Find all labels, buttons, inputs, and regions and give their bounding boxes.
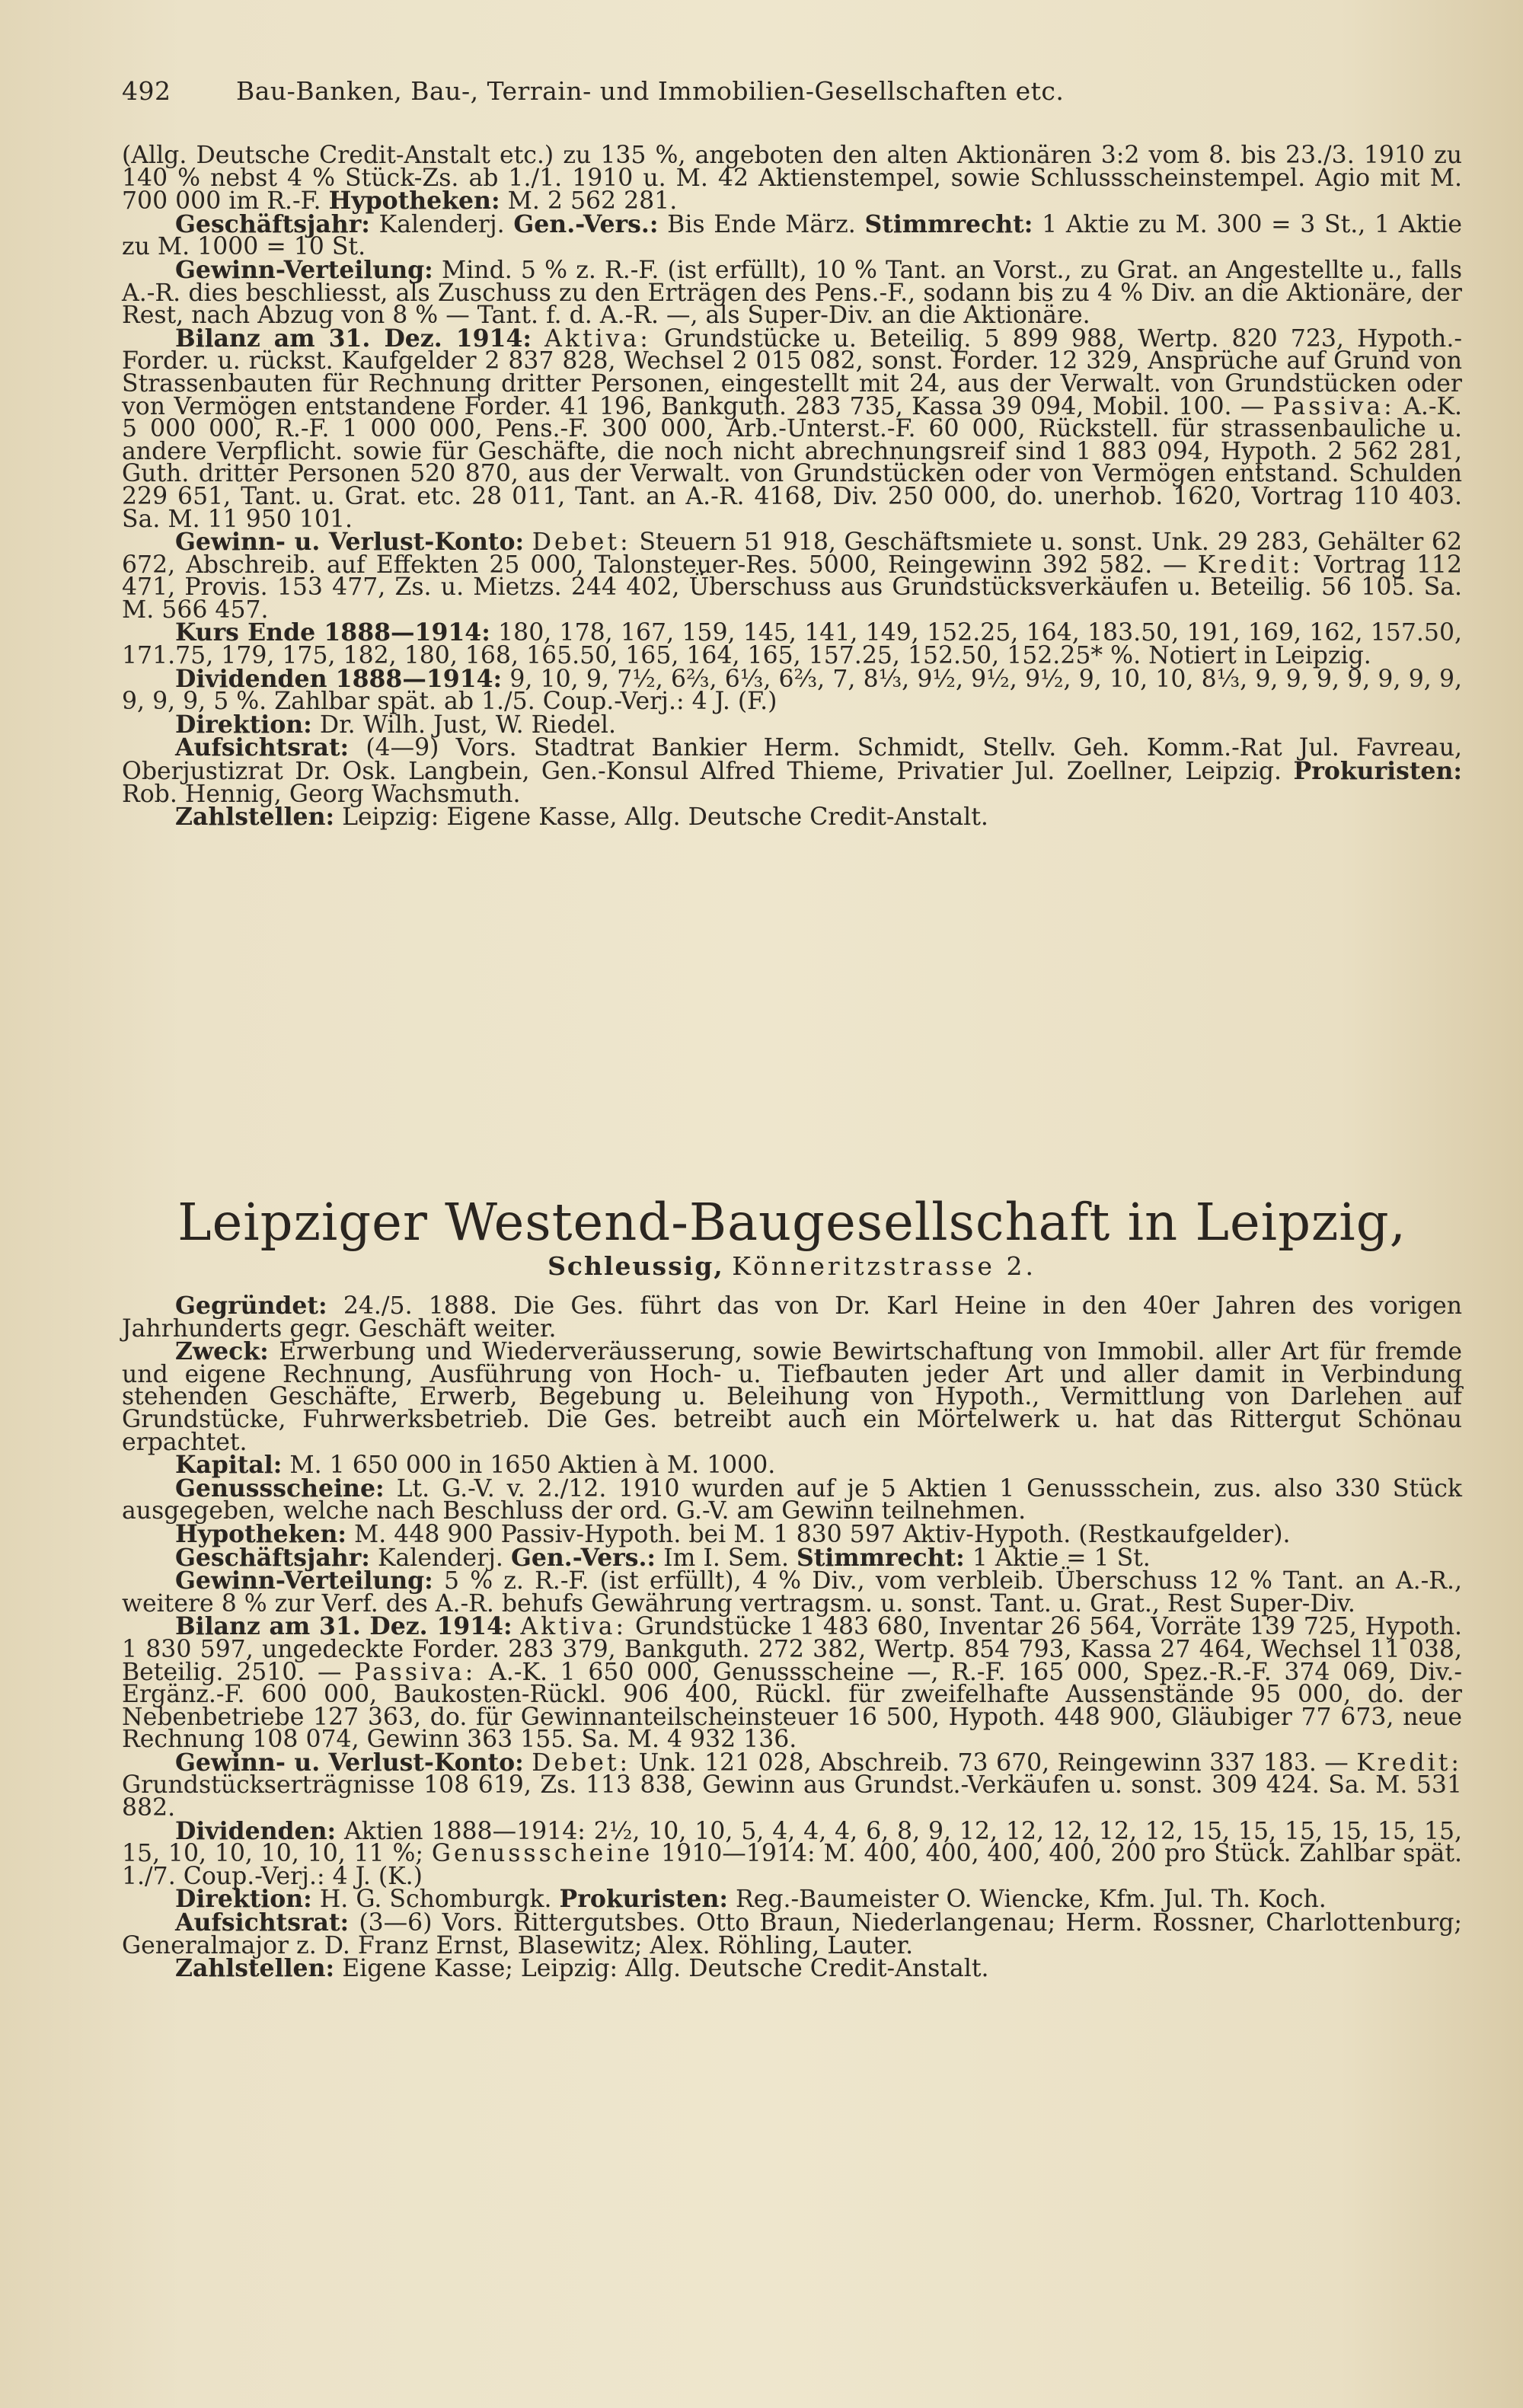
company-city: Schleussig,: [548, 1251, 724, 1281]
geschaeftsjahr-text: Kalenderj.: [377, 1544, 503, 1572]
bilanz-label: Bilanz am 31. Dez. 1914:: [175, 324, 532, 353]
zahlstellen-text: Leipzig: Eigene Kasse, Allg. Deutsche Credit-Anstalt.: [342, 803, 988, 832]
aufsichtsrat-label: Aufsichtsrat:: [175, 733, 350, 762]
prokuristen-text: Rob. Hennig, Georg Wachsmuth.: [122, 780, 521, 808]
aufsichtsrat-label: Aufsichtsrat:: [175, 1908, 350, 1937]
profit-certificates-paragraph: [122, 1474, 1463, 1525]
kurs-label: Kurs Ende 1888—1914:: [175, 618, 490, 647]
bilanz-label: Bilanz am 31. Dez. 1914:: [175, 1612, 512, 1641]
genvers-text: Bis Ende März.: [667, 210, 856, 238]
genvers-label: Gen.-Vers.:: [510, 1543, 656, 1572]
direktion-label: Direktion:: [175, 1885, 312, 1914]
dividenden-label: Dividenden:: [175, 1816, 337, 1845]
page-number: 492: [122, 76, 171, 106]
kapital-label: Kapital:: [175, 1451, 283, 1480]
profit-distribution-paragraph: [122, 1566, 1462, 1618]
previous-company-entry: [122, 142, 1463, 832]
genussscheine-label: Genussscheine:: [175, 1474, 385, 1503]
dividenden-text: Aktien 1888—1914: 2½, 10, 10, 5, 4, 4, 4, 6, 8, 9, 12, 12, 12, 12, 12, 15, 15, 15, 15, 15, 15, 15, 10, 10, 10, 10, 11 %;: [122, 1817, 1462, 1868]
dividenden-text-2: 1910—1914: M. 400, 400, 400, 400, 200 pro Stück. Zahlbar spät. 1./7. Coup.-Verj.: 4 J. (K.): [122, 1840, 1462, 1890]
guv-debet: Steuern 51 918, Geschäftsmiete u. sonst. Unk. 29 283, Gehälter 62 672, Abschreib. auf Effekten 25 000, Talonsteuer-Res. 5000, Reingewinn 392 582. —: [122, 529, 1463, 579]
company-address: [122, 1251, 1462, 1281]
hypotheken-text: M. 448 900 Passiv-Hypoth. bei M. 1 830 597 Aktiv-Hypoth. (Restkaufgelder).: [354, 1520, 1291, 1548]
bilanz-passiva: A.-K. 5 000 000, R.-F. 1 000 000, Pens.-F. 300 000, Arb.-Unterst.-F. 60 000, Rückstell. für strassenbauliche u. andere Verpflicht. sowie für Geschäfte, die noch nicht abrechnungsreif sind 1 883 094, Hypoth. 2 562 281, Guth. dritter Personen 520 870, aus der Verwalt. von Grundstücken oder von Vermögen entstand. Schulden 229 651, Tant. u. Grat. etc. 28 011, Tant. an A.-R. 4168, Div. 250 000, do. unerhob. 1620, Vortrag 110 403. Sa. M. 11 950 101.: [122, 392, 1463, 533]
balance-paragraph: [122, 1612, 1463, 1754]
guv-kredit: Grundstückserträgnisse 108 619, Zs. 113 838, Gewinn aus Grundst.-Verkäufen u. sonst. 309 424. Sa. M. 531 882.: [122, 1771, 1462, 1822]
debet-label: Debet:: [532, 529, 631, 557]
kredit-label: Kredit:: [1356, 1749, 1462, 1777]
aktiva-label: Aktiva:: [520, 1613, 627, 1641]
gegruendet-text: 24./5. 1888. Die Ges. führt das von Dr. Karl Heine in den 40er Jahren des vorigen Jahrhunderts gegr. Geschäft weiter.: [122, 1292, 1463, 1343]
genussscheine-text: Lt. G.-V. v. 2./12. 1910 wurden auf je 5 Aktien 1 Genussschein, zus. also 330 Stück ausgegeben, welche nach Beschluss der ord. G.-V. am Gewinn teilnehmen.: [122, 1474, 1463, 1525]
profit-loss-paragraph: [122, 528, 1463, 624]
supervisory-board-paragraph: [122, 733, 1462, 808]
gewinn-label: Gewinn-Verteilung:: [175, 255, 433, 284]
stimmrecht-label: Stimmrecht:: [796, 1543, 965, 1572]
zahlstellen-text: Eigene Kasse; Leipzig: Allg. Deutsche Credit-Anstalt.: [342, 1955, 989, 1983]
zahlstellen-label: Zahlstellen:: [175, 1954, 335, 1983]
paying-agents-paragraph: [122, 1954, 1462, 1983]
dividends-paragraph: [122, 664, 1463, 716]
geschaeftsjahr-text: Kalenderj.: [378, 210, 505, 238]
hypotheken-text: M. 2 562 281.: [507, 187, 678, 216]
hypotheken-label: Hypotheken:: [328, 187, 500, 216]
company-entry: [122, 1292, 1463, 1983]
company-title: Leipziger Westend-Baugesellschaft in Leipzig,: [177, 1193, 1406, 1252]
hypotheken-label: Hypotheken:: [175, 1519, 346, 1548]
stimmrecht-text: 1 Aktie zu M. 300 = 3 St., 1 Aktie zu M. 1000 = 10 St.: [122, 210, 1463, 261]
supervisory-board-paragraph: [122, 1908, 1463, 1959]
stock-price-paragraph: [122, 618, 1463, 670]
direktion-label: Direktion:: [175, 710, 312, 739]
guv-debet: Unk. 121 028, Abschreib. 73 670, Reingewinn 337 183. —: [638, 1749, 1349, 1777]
bilanz-aktiva: Grundstücke 1 483 680, Inventar 26 564, Vorräte 139 725, Hypoth. 1 830 597, ungedeckte Forder. 283 379, Bankguth. 272 382, Wertp. 854 793, Kassa 27 464, Wechsel 11 038, Beteilig. 2510. —: [122, 1613, 1463, 1686]
guv-label: Gewinn- u. Verlust-Konto:: [175, 1748, 524, 1777]
geschaeftsjahr-label: Geschäftsjahr:: [175, 209, 370, 238]
stimmrecht-label: Stimmrecht:: [864, 209, 1033, 238]
running-title: Bau-Banken, Bau-, Terrain- und Immobilien-Gesellschaften etc.: [236, 76, 1065, 106]
gewinn-text: 5 % z. R.-F. (ist erfüllt), 4 % Div., vom verbleib. Überschuss 12 % Tant. an A.-R., weitere 8 % zur Verf. des A.-R. behufs Gewährung vertragsm. u. sonst. Tant. u. Grat., Rest Super-Div.: [122, 1567, 1462, 1618]
passiva-label: Passiva:: [354, 1658, 477, 1686]
genvers-label: Gen.-Vers.:: [513, 209, 659, 238]
geschaeftsjahr-label: Geschäftsjahr:: [175, 1543, 370, 1572]
prokuristen-label: Prokuristen:: [559, 1885, 728, 1914]
profit-distribution-paragraph: [122, 255, 1462, 330]
bilanz-passiva: A.-K. 1 650 000, Genussscheine —, R.-F. 165 000, Spez.-R.-F. 374 069, Div.-Ergänz.-F. 600 000, Baukosten-Rückl. 906 400, Rückl. für zweifelhafte Aussenstände 95 000, do. der Nebenbetriebe 127 363, do. für Gewinnanteilscheinsteuer 16 500, Hypoth. 448 900, Gläubiger 77 673, neue Rechnung 108 074, Gewinn 363 155. Sa. M. 4 932 136.: [122, 1658, 1463, 1754]
kurs-text: 180, 178, 167, 159, 145, 141, 149, 152.25, 164, 183.50, 191, 169, 162, 157.50, 171.75, 179, 175, 182, 180, 168, 165.50, 165, 164, 165, 157.25, 152.50, 152.25* %. Notiert in Leipzig.: [122, 619, 1463, 670]
direktion-text: Dr. Wilh. Just, W. Riedel.: [319, 711, 616, 739]
company-street: Könneritzstrasse 2.: [732, 1251, 1036, 1281]
guv-label: Gewinn- u. Verlust-Konto:: [175, 528, 525, 557]
paying-agents-paragraph: [122, 803, 1462, 832]
genvers-text: Im I. Sem.: [663, 1544, 789, 1572]
aktiva-label: Aktiva:: [544, 324, 651, 353]
profit-loss-paragraph: [122, 1748, 1462, 1822]
dividenden-label: Dividenden 1888—1914:: [175, 664, 503, 693]
gewinn-label: Gewinn-Verteilung:: [175, 1566, 433, 1595]
aufsichtsrat-text: (4—9) Vors. Stadtrat Bankier Herm. Schmidt, Stellv. Geh. Komm.-Rat Jul. Favreau, Oberjustizrat Dr. Osk. Langbein, Gen.-Konsul Alfred Thieme, Privatier Jul. Zoellner, Leipzig.: [122, 734, 1462, 786]
prokuristen-text: Reg.-Baumeister O. Wiencke, Kfm. Jul. Th. Koch.: [736, 1886, 1327, 1914]
kredit-label: Kredit:: [1197, 551, 1304, 579]
aufsichtsrat-text: (3—6) Vors. Rittergutsbes. Otto Braun, Niederlangenau; Herm. Rossner, Charlottenburg; Generalmajor z. D. Franz Ernst, Blasewitz; Alex. Röhling, Lauter.: [122, 1909, 1463, 1959]
zahlstellen-label: Zahlstellen:: [175, 803, 335, 832]
debet-label: Debet:: [532, 1749, 631, 1777]
gegruendet-label: Gegründet:: [175, 1292, 327, 1320]
genussscheine-dividend-label: Genussscheine: [431, 1840, 653, 1868]
prokuristen-label: Prokuristen:: [1293, 757, 1462, 786]
gewinn-text: Mind. 5 % z. R.-F. (ist erfüllt), 10 % Tant. an Vorst., zu Grat. an Angestellte u., falls A.-R. dies beschliesst, als Zuschuss zu den Erträgen des Pens.-F., sodann bis zu 4 % Div. an die Aktionäre, der Rest, nach Abzug von 8 % — Tant. f. d. A.-R. —, als Super-Div. an die Aktionäre.: [122, 256, 1462, 330]
passiva-label: Passiva:: [1272, 392, 1395, 420]
stimmrecht-text: 1 Aktie = 1 St.: [972, 1544, 1151, 1572]
zweck-label: Zweck:: [175, 1337, 269, 1366]
guv-kredit: Vortrag 112 471, Provis. 153 477, Zs. u. Mietzs. 244 402, Überschuss aus Grundstücksverkäufen u. Beteilig. 56 105. Sa. M. 566 457.: [122, 551, 1462, 624]
intro-text: (Allg. Deutsche Credit-Anstalt etc.) zu 135 %, angeboten den alten Aktionären 3:2 vom 8. bis 23./3. 1910 zu 140 % nebst 4 % Stück-Zs. ab 1./1. 1910 u. M. 42 Aktienstempel, sowie Schlussscheinstempel. Agio mit M. 700 000 im R.-F.: [122, 142, 1462, 216]
founded-paragraph: [122, 1292, 1463, 1343]
business-year-paragraph: [122, 209, 1463, 261]
purpose-paragraph: [122, 1337, 1463, 1456]
capital-increase-paragraph: [122, 142, 1462, 216]
bilanz-aktiva: Grundstücke u. Beteilig. 5 899 988, Wertp. 820 723, Hypoth.-Forder. u. rückst. Kaufgelder 2 837 828, Wechsel 2 015 082, sonst. Forder. 12 329, Ansprüche auf Grund von Strassenbauten für Rechnung dritter Personen, eingestellt mit 24, aus der Verwalt. von Grundstücken oder von Vermögen entstandene Forder. 41 196, Bankguth. 283 735, Kassa 39 094, Mobil. 100. —: [122, 324, 1463, 420]
balance-paragraph: [122, 324, 1463, 533]
page-header: [122, 76, 1462, 106]
kapital-text: M. 1 650 000 in 1650 Aktien à M. 1000.: [289, 1452, 776, 1480]
dividends-paragraph: [122, 1816, 1462, 1890]
zweck-text: Erwerbung und Wiederveräusserung, sowie Bewirtschaftung von Immobil. aller Art für fremde und eigene Rechnung, Ausführung von Hoch- u. Tiefbauten jeder Art und aller damit in Verbindung stehenden Geschäfte, Erwerb, Begebung u. Beleihung von Hypoth., Vermittlung von Darlehen auf Grundstücke, Fuhrwerksbetrieb. Die Ges. betreibt auch ein Mörtelwerk u. hat das Rittergut Schönau erpachtet.: [122, 1338, 1463, 1456]
direktion-text: H. G. Schomburgk.: [319, 1886, 552, 1914]
dividenden-text: 9, 10, 9, 7½, 6⅔, 6⅓, 6⅔, 7, 8⅓, 9½, 9½, 9½, 9, 10, 10, 8⅓, 9, 9, 9, 9, 9, 9, 9, 9, 9, 9, 5 %. Zahlbar spät. ab 1./5. Coup.-Verj.: 4 J. (F.): [122, 665, 1463, 716]
